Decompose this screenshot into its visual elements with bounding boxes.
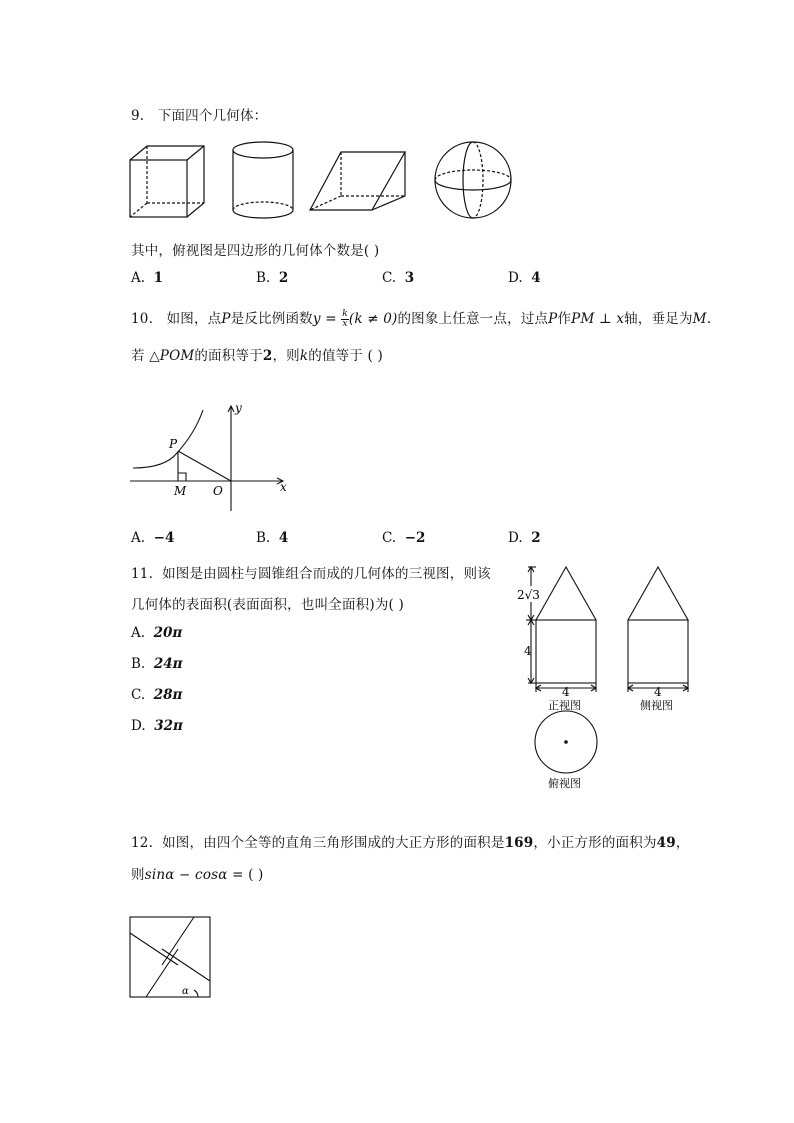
q12-stem-line2: 则sinα − cosα = ( ) [131,867,264,883]
q11-side-view-caption: 侧视图 [640,699,673,712]
q10-stem-line2: 若 △POM的面积等于2，则k的值等于 ( ) [131,348,383,364]
q11-front-view-caption: 正视图 [548,699,581,712]
q11-cone-height-label: 2√3 [517,588,540,602]
q11-cyl-height-label: 4 [524,644,532,658]
q10-label-y: y [235,401,242,415]
q12-alpha-label: α [182,986,189,997]
front-view-cone [536,567,596,620]
q11-option-b[interactable]: B. 24π [131,656,183,672]
q11-option-d[interactable]: D. 32π [131,718,183,734]
q11-option-a[interactable]: A. 20π [131,625,183,641]
q10-label-x: x [280,480,287,494]
q10-graph-figure [125,398,300,516]
q9-option-d[interactable]: D. 4 [508,270,541,286]
cube-icon [130,146,204,217]
q10-option-d[interactable]: D. 2 [508,530,541,546]
q9-stem-text: 下面四个几何体： [157,108,268,124]
q11-three-views-figure [510,560,695,795]
q10-label-o: O [213,484,223,498]
q10-option-a[interactable]: A. −4 [131,530,175,546]
q10-fraction: $\frac{k}{x}$ [342,309,348,329]
q11-stem-line2: 几何体的表面积(表面面积，也叫全面积)为( ) [131,597,404,613]
q12-pinwheel-figure [125,912,215,1002]
q11-option-c[interactable]: C. 28π [131,687,183,703]
q11-front-width-label: 4 [562,685,570,699]
side-view-cylinder [628,620,688,683]
top-view-center-dot [564,740,568,744]
q9-option-b[interactable]: B. 2 [256,270,289,286]
q11-stem-line1: 11. 如图是由圆柱与圆锥组合而成的几何体的三视图，则该 [131,566,491,582]
q10-label-p: P [169,437,178,451]
q10-option-b[interactable]: B. 4 [256,530,289,546]
q9-stem [131,104,267,124]
sphere-icon [435,142,511,218]
q10-label-m: M [174,484,187,498]
q9-number: 9. [131,108,145,124]
q9-solids-figure [125,138,520,223]
side-view-cone [628,567,688,620]
q11-side-width-label: 4 [654,685,662,699]
q11-top-view-caption: 俯视图 [548,777,581,790]
q10-stem-line1: 10. 如图，点P是反比例函数y = $\frac{k}{x}$ (k ≠ 0)的图象上任意一点，过点P作PM ⊥ x轴，垂足为M. [131,309,712,329]
q9-option-a[interactable]: A. 1 [131,270,164,286]
big-square [130,917,210,997]
q9-question: 其中，俯视图是四边形的几何体个数是( ) [131,243,380,259]
prism-icon [310,152,405,210]
cylinder-icon [233,142,293,218]
q10-option-c[interactable]: C. −2 [382,530,426,546]
q12-stem-line1: 12. 如图，由四个全等的直角三角形围成的大正方形的面积是169，小正方形的面积为49， [131,835,690,851]
front-view-cylinder [536,620,596,683]
q9-option-c[interactable]: C. 3 [382,270,415,286]
